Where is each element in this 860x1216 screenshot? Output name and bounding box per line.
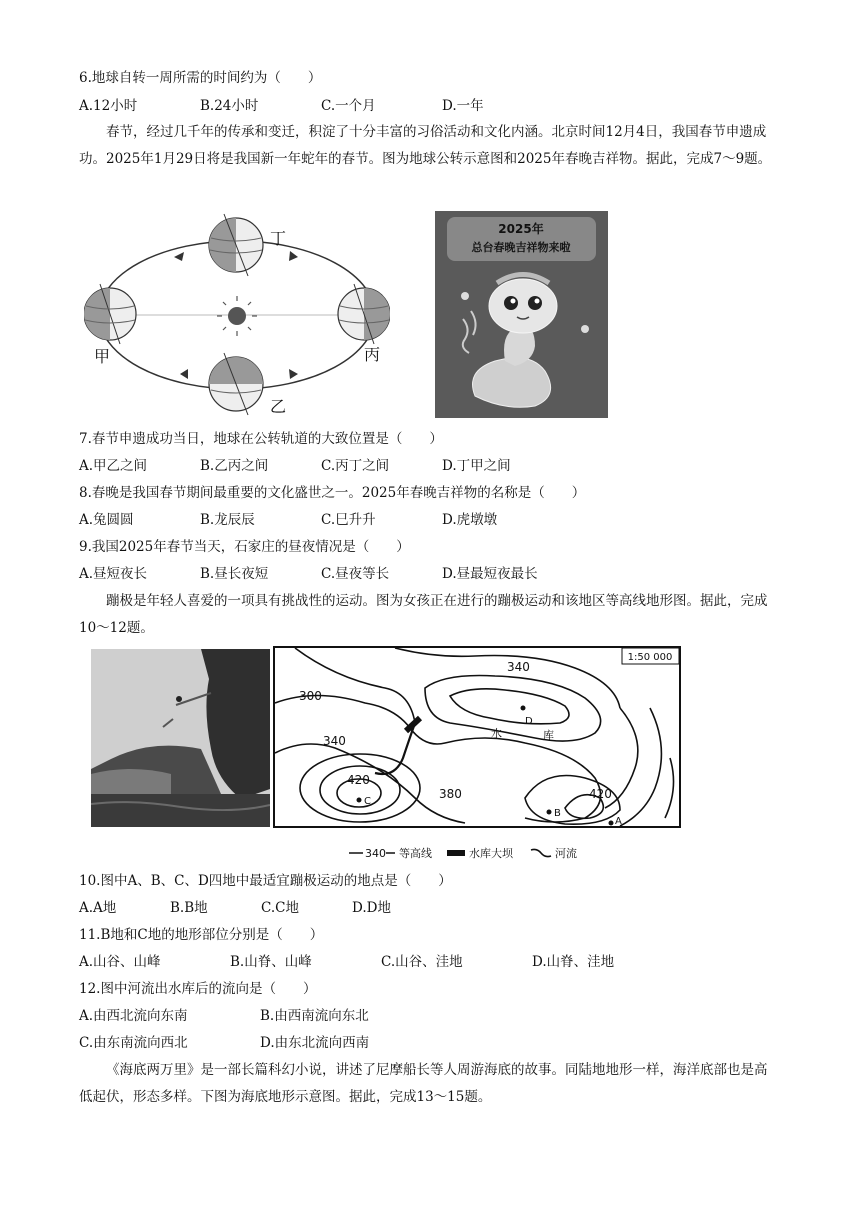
earth-jia-icon: [84, 284, 136, 344]
label-420-right: 420: [589, 787, 612, 801]
q9-option-a[interactable]: A.昼短夜长: [79, 566, 148, 582]
legend-contour-value: 340: [365, 847, 386, 860]
q11-option-d[interactable]: D.山脊、洼地: [532, 954, 615, 970]
q11-options: [79, 952, 799, 972]
snake-mascot-icon: [461, 275, 589, 408]
q11-option-b[interactable]: B.山脊、山峰: [230, 954, 312, 970]
orbit-label-jia: 甲: [94, 347, 111, 366]
earth-yi-icon: [209, 353, 263, 415]
mascot-title-year: 2025年: [498, 222, 544, 236]
q11-stem: 11.B地和C地的地形部位分别是（ ）: [79, 927, 324, 943]
map-scale: 1:50 000: [627, 652, 673, 663]
point-b: B: [554, 808, 561, 819]
mascot-figure: [435, 211, 608, 418]
q8-options: [79, 510, 799, 530]
label-340-left: 340: [323, 734, 346, 748]
q9-option-d[interactable]: D.昼最短夜最长: [442, 566, 538, 582]
q6-option-a[interactable]: A.12小时: [79, 98, 138, 114]
q10-options: [79, 898, 799, 918]
q7-option-d[interactable]: D.丁甲之间: [442, 458, 511, 474]
label-420-left: 420: [347, 773, 370, 787]
q9-stem: 9.我国2025年春节当天，石家庄的昼夜情况是（ ）: [79, 539, 410, 555]
q8-option-b[interactable]: B.龙辰辰: [200, 512, 255, 528]
q8-stem: 8.春晚是我国春节期间最重要的文化盛世之一。2025年春晚吉祥物的名称是（ ）: [79, 485, 586, 501]
q7-stem: 7.春节申遗成功当日，地球在公转轨道的大致位置是（ ）: [79, 431, 443, 447]
point-c: C: [364, 796, 371, 807]
q12-options-row2: [79, 1033, 799, 1053]
orbit-label-ding: 丁: [270, 229, 287, 248]
q9-option-b[interactable]: B.昼长夜短: [200, 566, 269, 582]
q12-options-row1: [79, 1006, 799, 1026]
q12-option-b[interactable]: B.由西南流向东北: [260, 1008, 369, 1024]
q6-option-d[interactable]: D.一年: [442, 98, 484, 114]
orbit-label-yi: 乙: [270, 397, 287, 416]
bungee-photo: [91, 649, 270, 827]
sun-icon: [217, 296, 257, 336]
earth-ding-icon: [209, 214, 263, 276]
jumper-icon: [176, 696, 182, 702]
q10-option-d[interactable]: D.D地: [352, 900, 391, 916]
contour-map: [273, 646, 681, 828]
q12-option-a[interactable]: A.由西北流向东南: [79, 1008, 188, 1024]
q12-stem: 12.图中河流出水库后的流向是（ ）: [79, 981, 317, 997]
q8-option-d[interactable]: D.虎墩墩: [442, 512, 498, 528]
earth-bing-icon: [338, 284, 390, 344]
q10-option-a[interactable]: A.A地: [79, 900, 117, 916]
q7-option-c[interactable]: C.丙丁之间: [321, 458, 390, 474]
river-legend-icon: [531, 849, 551, 856]
intro-7-9-paragraph: 春节，经过几千年的传承和变迁，积淀了十分丰富的习俗活动和文化内涵。北京时间12月4日，我国春节申遗成功。2025年1月29日将是我国新一年蛇年的春节。图为地球公转示意图和2025年春晚吉祥物。据此，完成7～9题。: [79, 124, 772, 167]
legend-river: 河流: [555, 847, 577, 860]
label-340-top: 340: [507, 660, 530, 674]
q10-option-c[interactable]: C.C地: [261, 900, 299, 916]
point-d: D: [525, 716, 533, 727]
q7-option-a[interactable]: A.甲乙之间: [79, 458, 148, 474]
intro-13-15-paragraph: 《海底两万里》是一部长篇科幻小说，讲述了尼摩船长等人周游海底的故事。同陆地地形一样，海洋底部也是高低起伏，形态多样。下图为海底地形示意图。据此，完成13～15题。: [79, 1062, 768, 1105]
q6-stem: 6.地球自转一周所需的时间约为（ ）: [79, 70, 322, 86]
q6-option-c[interactable]: C.一个月: [321, 98, 376, 114]
q11-option-c[interactable]: C.山谷、洼地: [381, 954, 463, 970]
q7-option-b[interactable]: B.乙丙之间: [200, 458, 269, 474]
q12-option-c[interactable]: C.由东南流向西北: [79, 1035, 188, 1051]
legend-dam: 水库大坝: [469, 847, 513, 860]
q10-option-b[interactable]: B.B地: [170, 900, 208, 916]
legend-contour: 等高线: [399, 847, 432, 860]
q11-option-a[interactable]: A.山谷、山峰: [79, 954, 161, 970]
orbit-label-bing: 丙: [364, 345, 381, 364]
label-300: 300: [299, 689, 322, 703]
reservoir-char-1: 水: [491, 727, 502, 740]
point-a: A: [615, 816, 622, 826]
intro-10-12-paragraph: 蹦极是年轻人喜爱的一项具有挑战性的运动。图为女孩正在进行的蹦极运动和该地区等高线地形图。据此，完成10～12题。: [79, 593, 768, 636]
reservoir-char-2: 库: [543, 729, 554, 742]
q10-stem: 10.图中A、B、C、D四地中最适宜蹦极运动的地点是（ ）: [79, 873, 452, 889]
map-legend: [345, 844, 615, 862]
q6-options: [79, 96, 799, 116]
q9-option-c[interactable]: C.昼夜等长: [321, 566, 390, 582]
orbit-figure: [84, 208, 390, 418]
dam-legend-icon: [447, 850, 465, 856]
q12-option-d[interactable]: D.由东北流向西南: [260, 1035, 370, 1051]
mascot-title: 总台春晚吉祥物来啦: [471, 241, 571, 254]
q8-option-c[interactable]: C.巳升升: [321, 512, 376, 528]
q8-option-a[interactable]: A.兔圆圆: [79, 512, 134, 528]
q9-options: [79, 564, 799, 584]
q7-options: [79, 456, 799, 476]
q6-option-b[interactable]: B.24小时: [200, 98, 259, 114]
label-380: 380: [439, 787, 462, 801]
